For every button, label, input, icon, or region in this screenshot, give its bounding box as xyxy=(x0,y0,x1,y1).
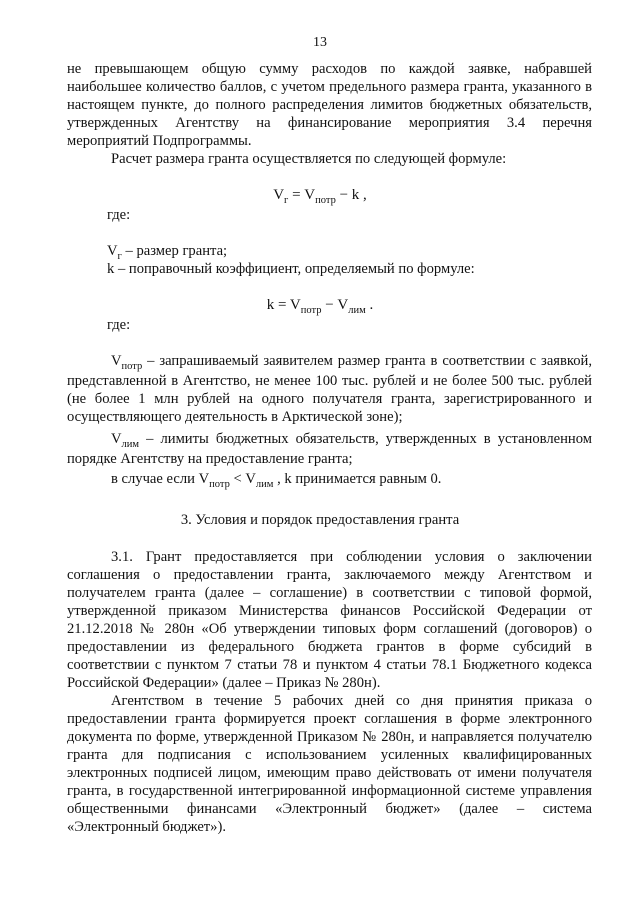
paragraph-text: Агентством в течение 5 рабочих дней со дня принятия приказа о предоставлении гранта формируется проект соглашения в форме электронного документа по форме, утвержденной Приказом № 280н, и направляется получателю гранта для подписания с использованием усиленных квалифицированных электронных подписей лицом, имеющим право действовать от имени получателя гранта, в государственной интегрированной информационной системе управления общественными финансами «Электронный бюджет» (далее – система «Электронный бюджет»). xyxy=(67,693,592,835)
where-label: где: xyxy=(107,317,131,333)
condition-case: в случае если $V_{потр} < V_{лим}$ , k принимается равным 0. xyxy=(111,471,442,490)
definition-vg: $V_г$ – размер гранта; xyxy=(107,243,228,262)
paragraph-continuation xyxy=(67,60,592,150)
page-number: 13 xyxy=(313,35,327,50)
paragraph-text: Расчет размера гранта осуществляется по следующей формуле: xyxy=(111,151,507,167)
definition-vlim: $V_{лим}$ – лимиты бюджетных обязательств, утвержденных в установленном порядке Агентству на предоставление гранта; xyxy=(67,431,592,467)
paragraph-formula-intro xyxy=(67,150,592,168)
paragraph-text: 3.1. Грант предоставляется при соблюдении условия о заключении соглашения о предоставлении гранта, заключаемого между Агентством и получателем гранта (далее – соглашение) в соответствии с типовой формой, утвержденной приказом Министерства финансов Российской Федерации от 21.12.2018 № 280н «Об утверждении типовых форм соглашений (договоров) о предоставлении из федерального бюджета грантов в форме субсидий в соответствии с пунктом 7 статьи 78 и пунктом 4 статьи 78.1 Бюджетного кодекса Российской Федерации» (далее – Приказ № 280н). xyxy=(67,549,592,691)
definition-vpotr: $V_{потр}$ – запрашиваемый заявителем размер гранта в соответствии с заявкой, представленной в Агентство, не менее 100 тыс. рублей и не более 500 тыс. рублей (не более 1 млн рублей на одного получателя гранта, зарегистрированного и осуществляющего деятельность в Арктической зоне); xyxy=(67,353,592,425)
formula-grant-size: $V_г = V_{потр} - k$ , xyxy=(273,187,367,206)
definition-k: k – поправочный коэффициент, определяемый по формуле: xyxy=(107,261,475,277)
paragraph-agreement-procedure xyxy=(67,692,592,836)
paragraph-3-1 xyxy=(67,548,592,692)
formula-correction-coefficient: $k = V_{потр} - V_{лим}$ . xyxy=(266,297,374,316)
paragraph-text: не превышающем общую сумму расходов по каждой заявке, набравшей наибольшее количество баллов, с учетом предельного размера гранта, указанного в настоящем пункте, до полного распределения лимитов бюджетных обязательств, утвержденных Агентству на финансирование мероприятия 3.4 перечня мероприятий Подпрограммы. xyxy=(67,61,592,149)
where-label: где: xyxy=(107,207,131,223)
section-heading: 3. Условия и порядок предоставления гранта xyxy=(180,512,460,528)
